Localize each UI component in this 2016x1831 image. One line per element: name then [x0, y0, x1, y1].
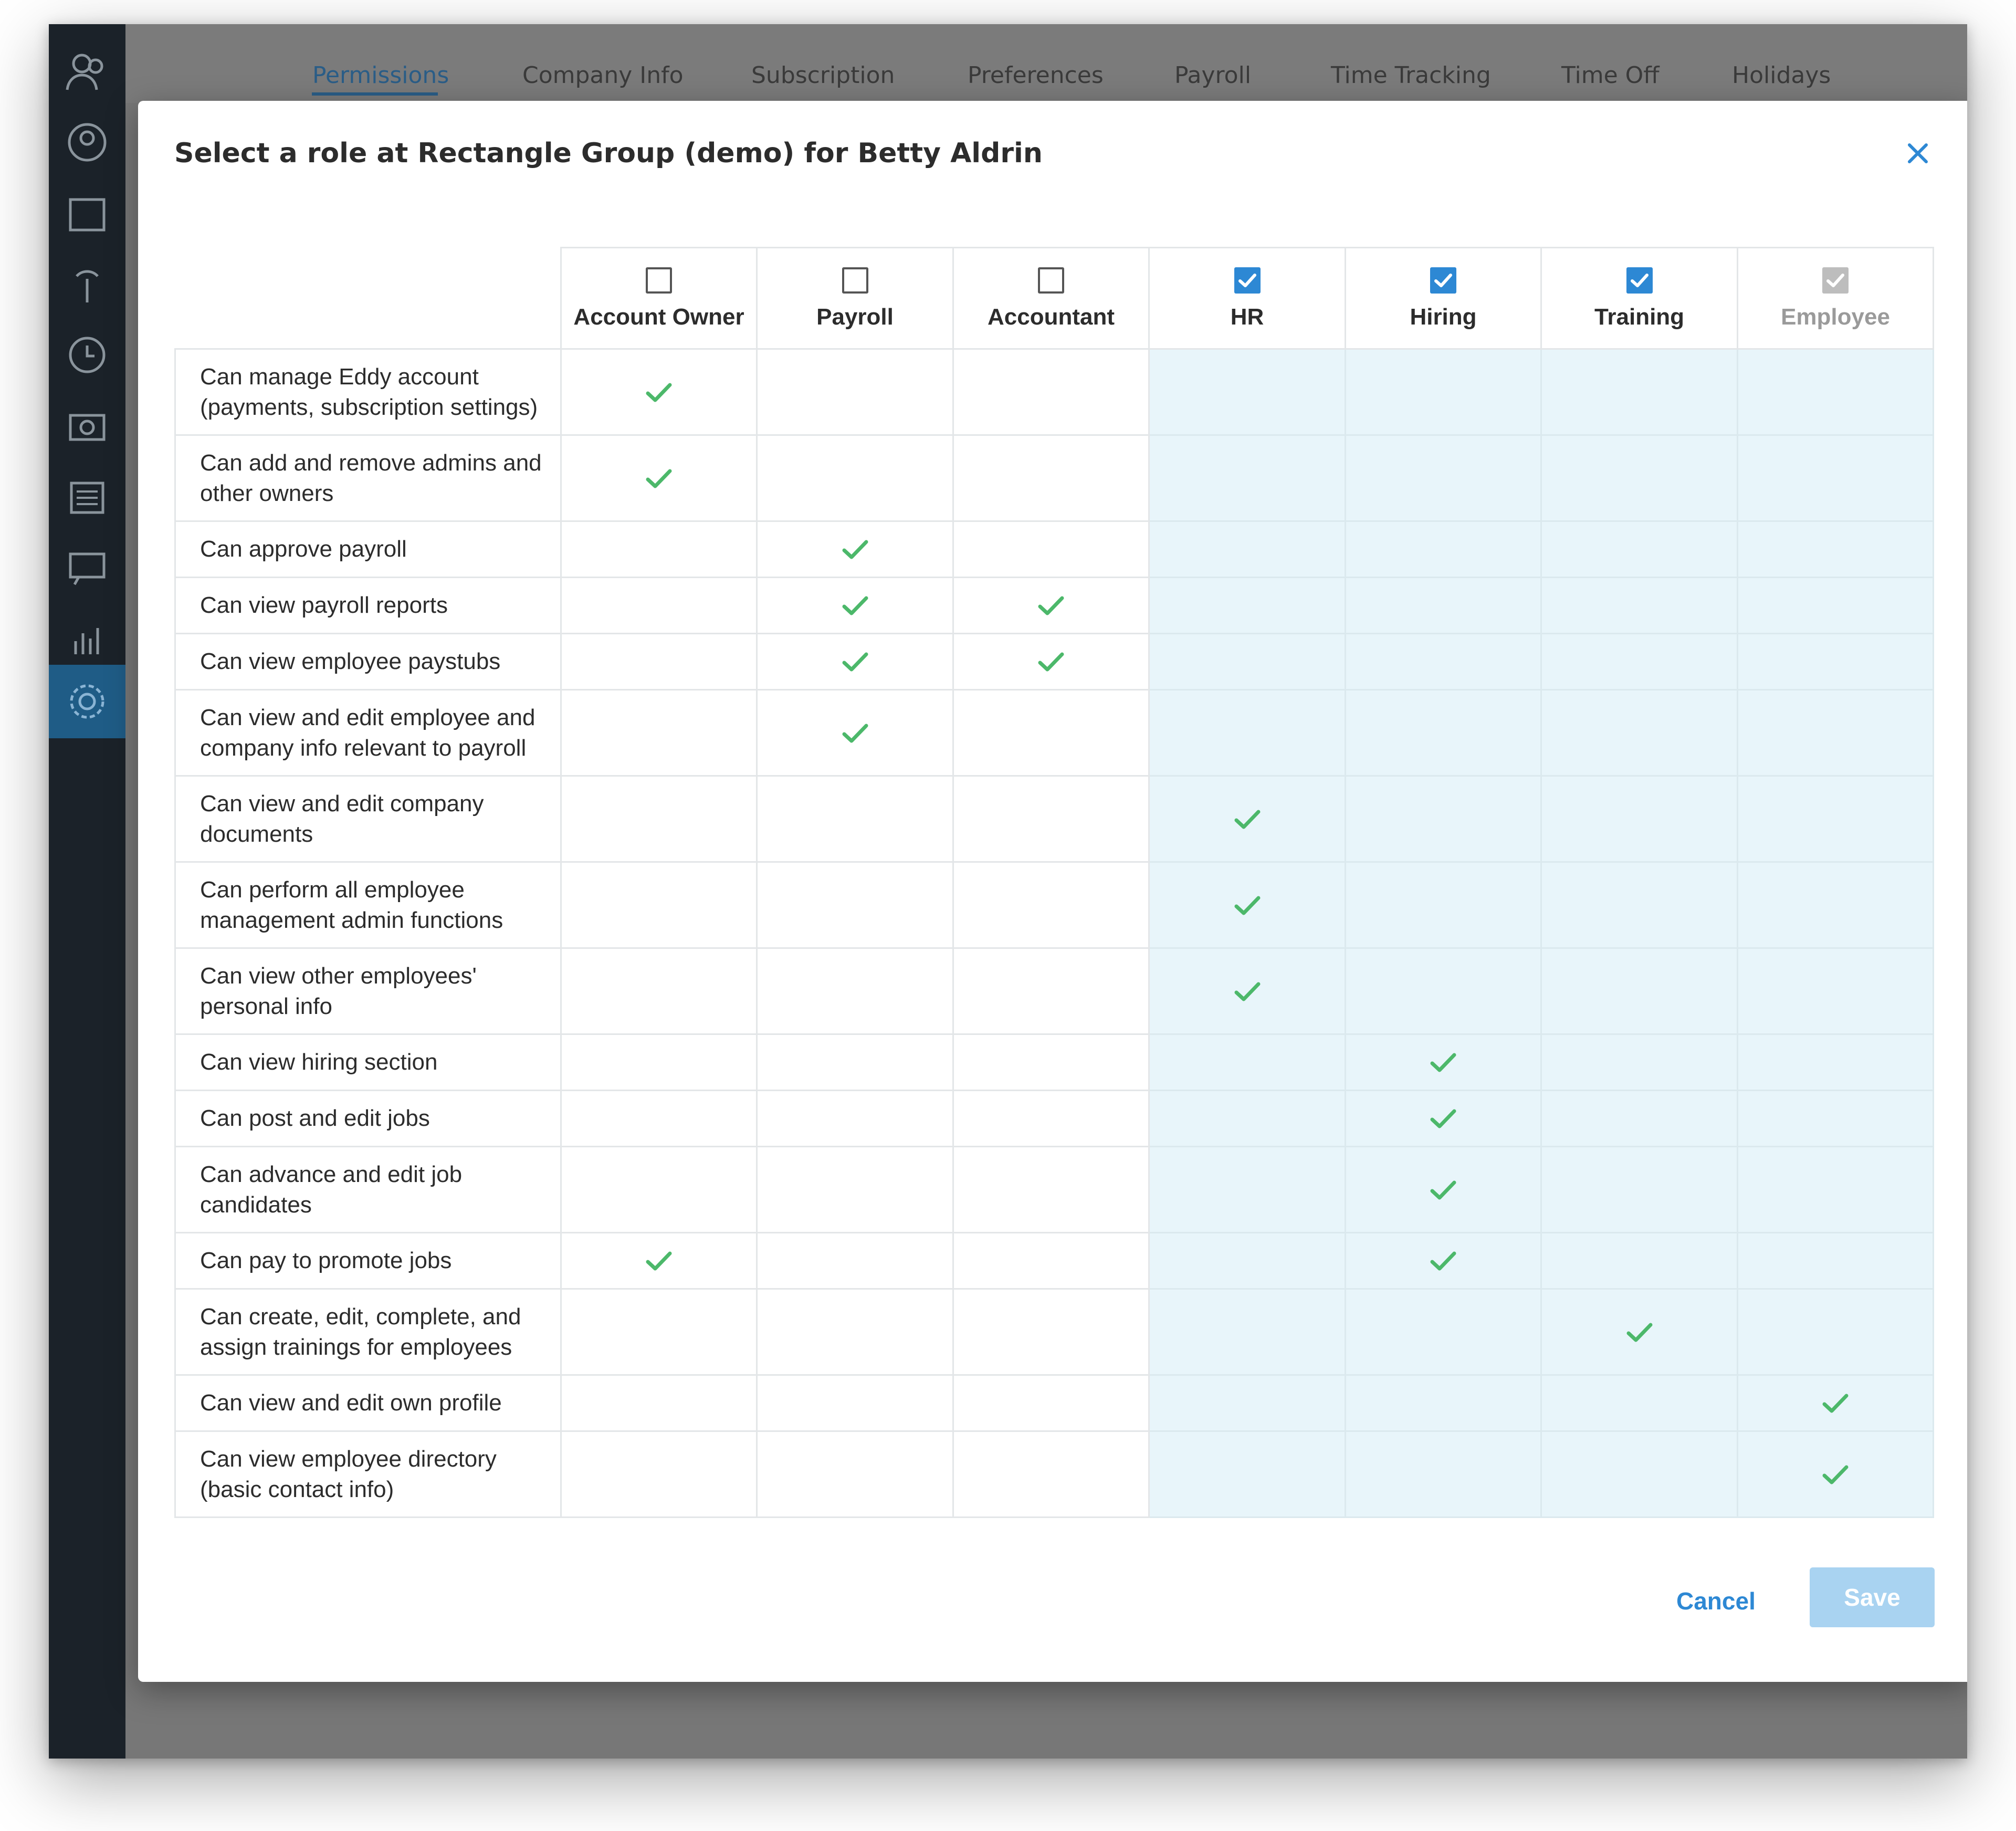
role-header-account-owner: [561, 248, 757, 349]
chat-icon[interactable]: [61, 541, 113, 594]
permission-cell-payroll: [757, 521, 953, 578]
role-select-modal: [138, 101, 1967, 1682]
permission-cell-accountant: [953, 690, 1149, 776]
permission-cell-employee: [1738, 1147, 1934, 1233]
permission-cell-hr: [1149, 1233, 1346, 1289]
permission-cell-hr: [1149, 578, 1346, 634]
table-row: [175, 349, 1934, 435]
permission-cell-hiring: [1346, 948, 1541, 1034]
permission-label: Can create, edit, complete, and assign trainings for employees: [175, 1289, 561, 1375]
role-checkbox-account-owner[interactable]: [646, 267, 672, 294]
role-header-hiring: [1346, 248, 1541, 349]
permission-cell-training: [1541, 690, 1738, 776]
permission-cell-account-owner: [561, 948, 757, 1034]
permission-cell-hiring: [1346, 1431, 1541, 1518]
role-header-payroll: [757, 248, 953, 349]
tab-payroll[interactable]: Payroll: [1174, 62, 1252, 89]
permission-cell-training: [1541, 634, 1738, 690]
table-row: [175, 1147, 1934, 1233]
permission-label: Can manage Eddy account (payments, subscription settings): [175, 349, 561, 435]
permission-label: Can view other employees' personal info: [175, 948, 561, 1034]
role-label: HR: [1230, 304, 1264, 330]
check-icon: [841, 538, 869, 561]
permission-cell-hr: [1149, 1091, 1346, 1147]
permission-cell-training: [1541, 1375, 1738, 1431]
save-button[interactable]: Save: [1810, 1567, 1935, 1627]
permission-cell-hr: [1149, 1431, 1346, 1518]
permission-cell-payroll: [757, 948, 953, 1034]
check-icon: [841, 721, 869, 745]
permission-cell-account-owner: [561, 349, 757, 435]
check-icon: [1429, 1107, 1457, 1130]
calendar-icon[interactable]: [61, 187, 113, 239]
permission-cell-training: [1541, 862, 1738, 948]
settings-tab-bar: [125, 24, 1967, 103]
permission-cell-account-owner: [561, 1091, 757, 1147]
permission-cell-training: [1541, 1147, 1738, 1233]
permission-label: Can view and edit employee and company info relevant to payroll: [175, 690, 561, 776]
permission-cell-training: [1541, 435, 1738, 521]
permissions-body: [175, 349, 1934, 1518]
permission-cell-payroll: [757, 1375, 953, 1431]
permission-cell-hr: [1149, 1289, 1346, 1375]
role-checkbox-hiring[interactable]: [1430, 267, 1456, 294]
role-checkbox-accountant[interactable]: [1038, 267, 1064, 294]
gear-icon[interactable]: [61, 675, 113, 728]
permission-cell-hiring: [1346, 1289, 1541, 1375]
tab-permissions[interactable]: Permissions: [312, 62, 449, 89]
permission-cell-payroll: [757, 776, 953, 862]
table-row: [175, 1091, 1934, 1147]
permission-cell-employee: [1738, 1091, 1934, 1147]
table-row: [175, 776, 1934, 862]
permission-cell-accountant: [953, 435, 1149, 521]
permission-label: Can approve payroll: [175, 521, 561, 578]
permission-cell-hiring: [1346, 435, 1541, 521]
permission-label: Can view hiring section: [175, 1034, 561, 1091]
permission-cell-training: [1541, 521, 1738, 578]
permission-cell-payroll: [757, 578, 953, 634]
permission-cell-hiring: [1346, 634, 1541, 690]
permission-cell-hiring: [1346, 776, 1541, 862]
permission-cell-hr: [1149, 521, 1346, 578]
permission-label: Can perform all employee management admin functions: [175, 862, 561, 948]
table-row: [175, 862, 1934, 948]
permission-cell-hr: [1149, 634, 1346, 690]
role-header-training: [1541, 248, 1738, 349]
role-header-row: [175, 248, 1934, 349]
permission-cell-hr: [1149, 948, 1346, 1034]
permission-cell-hr: [1149, 435, 1346, 521]
permission-cell-account-owner: [561, 776, 757, 862]
tab-time-off[interactable]: Time Off: [1561, 62, 1660, 89]
permission-cell-account-owner: [561, 690, 757, 776]
check-icon: [1037, 650, 1065, 673]
permission-cell-employee: [1738, 578, 1934, 634]
role-checkbox-training[interactable]: [1626, 267, 1653, 294]
modal-title: Select a role at Rectangle Group (demo) for Betty Aldrin: [174, 138, 1043, 169]
permission-cell-account-owner: [561, 435, 757, 521]
check-icon: [645, 467, 673, 490]
check-icon: [1429, 1051, 1457, 1074]
permission-cell-accountant: [953, 1233, 1149, 1289]
permission-cell-account-owner: [561, 521, 757, 578]
permission-cell-accountant: [953, 1431, 1149, 1518]
permission-cell-account-owner: [561, 1431, 757, 1518]
tab-time-tracking[interactable]: Time Tracking: [1331, 62, 1491, 89]
permission-cell-hr: [1149, 862, 1346, 948]
permission-cell-hiring: [1346, 521, 1541, 578]
permission-cell-employee: [1738, 349, 1934, 435]
table-row: [175, 1375, 1934, 1431]
table-row: [175, 435, 1934, 521]
role-header-employee: [1738, 248, 1934, 349]
permission-cell-payroll: [757, 634, 953, 690]
permission-cell-accountant: [953, 1147, 1149, 1233]
permission-cell-account-owner: [561, 578, 757, 634]
role-label: Account Owner: [573, 304, 744, 330]
permission-cell-accountant: [953, 578, 1149, 634]
permission-cell-accountant: [953, 776, 1149, 862]
permission-cell-account-owner: [561, 862, 757, 948]
permission-cell-hiring: [1346, 1147, 1541, 1233]
permission-label: Can post and edit jobs: [175, 1091, 561, 1147]
permission-cell-hiring: [1346, 1375, 1541, 1431]
permission-label: Can advance and edit job candidates: [175, 1147, 561, 1233]
close-icon[interactable]: [1902, 138, 1934, 169]
permission-cell-training: [1541, 1034, 1738, 1091]
tab-company-info[interactable]: Company Info: [522, 62, 684, 89]
check-icon: [1429, 1249, 1457, 1272]
check-icon: [1821, 1463, 1850, 1486]
permission-cell-training: [1541, 349, 1738, 435]
permission-label: Can view employee paystubs: [175, 634, 561, 690]
permission-cell-employee: [1738, 521, 1934, 578]
table-row: [175, 1289, 1934, 1375]
table-corner: [175, 248, 561, 349]
check-icon: [1037, 594, 1065, 617]
role-header-hr: [1149, 248, 1346, 349]
permission-cell-payroll: [757, 862, 953, 948]
permission-cell-payroll: [757, 1431, 953, 1518]
permission-label: Can view and edit own profile: [175, 1375, 561, 1431]
table-row: [175, 1233, 1934, 1289]
role-header-accountant: [953, 248, 1149, 349]
permission-cell-payroll: [757, 1233, 953, 1289]
permission-cell-training: [1541, 948, 1738, 1034]
permission-cell-payroll: [757, 1091, 953, 1147]
permission-cell-accountant: [953, 1034, 1149, 1091]
permission-cell-employee: [1738, 690, 1934, 776]
check-icon: [1429, 1178, 1457, 1201]
permission-cell-accountant: [953, 1091, 1149, 1147]
permission-cell-account-owner: [561, 1034, 757, 1091]
table-row: [175, 948, 1934, 1034]
check-icon: [841, 594, 869, 617]
permission-cell-employee: [1738, 1034, 1934, 1091]
role-checkbox-employee: [1822, 267, 1849, 294]
permission-cell-account-owner: [561, 1233, 757, 1289]
tab-holidays[interactable]: Holidays: [1732, 62, 1831, 89]
permission-cell-payroll: [757, 1289, 953, 1375]
permission-cell-employee: [1738, 948, 1934, 1034]
permission-cell-training: [1541, 1233, 1738, 1289]
permission-cell-payroll: [757, 690, 953, 776]
permission-cell-hiring: [1346, 1091, 1541, 1147]
permission-cell-employee: [1738, 1233, 1934, 1289]
permission-cell-hiring: [1346, 690, 1541, 776]
permission-cell-accountant: [953, 862, 1149, 948]
people-icon[interactable]: [61, 45, 113, 98]
active-tab-underline: [312, 92, 438, 96]
table-row: [175, 521, 1934, 578]
permission-label: Can add and remove admins and other owners: [175, 435, 561, 521]
role-label: Hiring: [1410, 304, 1477, 330]
role-checkbox-hr[interactable]: [1234, 267, 1261, 294]
permission-cell-accountant: [953, 349, 1149, 435]
permissions-table: [174, 247, 1934, 1518]
app-window: [49, 24, 1967, 1759]
clock-icon[interactable]: [61, 329, 113, 381]
role-label: Payroll: [816, 304, 894, 330]
check-icon: [645, 381, 673, 404]
role-label: Employee: [1781, 304, 1890, 330]
permission-label: Can view employee directory (basic contact info): [175, 1431, 561, 1518]
permission-cell-account-owner: [561, 1147, 757, 1233]
check-icon: [1625, 1321, 1654, 1344]
permission-cell-accountant: [953, 521, 1149, 578]
tab-preferences[interactable]: Preferences: [968, 62, 1104, 89]
permission-cell-employee: [1738, 1431, 1934, 1518]
role-label: Training: [1594, 304, 1685, 330]
bar-chart-icon[interactable]: [61, 612, 113, 665]
permission-label: Can view and edit company documents: [175, 776, 561, 862]
permission-cell-account-owner: [561, 1375, 757, 1431]
table-row: [175, 1431, 1934, 1518]
permission-cell-accountant: [953, 1289, 1149, 1375]
check-icon: [841, 650, 869, 673]
table-row: [175, 1034, 1934, 1091]
permission-cell-account-owner: [561, 1289, 757, 1375]
permission-cell-training: [1541, 1431, 1738, 1518]
table-row: [175, 690, 1934, 776]
permission-cell-account-owner: [561, 634, 757, 690]
permission-cell-hr: [1149, 1034, 1346, 1091]
permission-cell-employee: [1738, 435, 1934, 521]
camera-icon[interactable]: [61, 400, 113, 452]
permission-label: Can pay to promote jobs: [175, 1233, 561, 1289]
permission-cell-hiring: [1346, 349, 1541, 435]
permission-cell-training: [1541, 1091, 1738, 1147]
permission-label: Can view payroll reports: [175, 578, 561, 634]
permission-cell-employee: [1738, 862, 1934, 948]
user-circle-icon[interactable]: [61, 116, 113, 169]
news-icon[interactable]: [61, 470, 113, 523]
permission-cell-payroll: [757, 1034, 953, 1091]
permission-cell-accountant: [953, 634, 1149, 690]
permission-cell-hiring: [1346, 1233, 1541, 1289]
permission-cell-employee: [1738, 634, 1934, 690]
permission-cell-training: [1541, 578, 1738, 634]
check-icon: [1233, 808, 1262, 831]
role-label: Accountant: [988, 304, 1115, 330]
permission-cell-training: [1541, 776, 1738, 862]
role-checkbox-payroll[interactable]: [842, 267, 868, 294]
check-icon: [1821, 1391, 1850, 1415]
permission-cell-employee: [1738, 1289, 1934, 1375]
permission-cell-training: [1541, 1289, 1738, 1375]
permission-cell-payroll: [757, 435, 953, 521]
permission-cell-accountant: [953, 1375, 1149, 1431]
cancel-button[interactable]: Cancel: [1676, 1587, 1756, 1615]
permission-cell-hr: [1149, 349, 1346, 435]
check-icon: [1233, 980, 1262, 1003]
check-icon: [645, 1249, 673, 1272]
palm-tree-icon[interactable]: [61, 258, 113, 310]
check-icon: [1233, 894, 1262, 917]
permission-cell-hr: [1149, 1147, 1346, 1233]
permission-cell-accountant: [953, 948, 1149, 1034]
permission-cell-hiring: [1346, 578, 1541, 634]
permission-cell-hr: [1149, 1375, 1346, 1431]
permission-cell-payroll: [757, 1147, 953, 1233]
permission-cell-payroll: [757, 349, 953, 435]
permission-cell-hr: [1149, 690, 1346, 776]
table-row: [175, 634, 1934, 690]
permission-cell-hiring: [1346, 862, 1541, 948]
permission-cell-hr: [1149, 776, 1346, 862]
sidebar: [49, 24, 125, 1759]
permission-cell-employee: [1738, 1375, 1934, 1431]
tab-subscription[interactable]: Subscription: [751, 62, 895, 89]
table-row: [175, 578, 1934, 634]
permission-cell-hiring: [1346, 1034, 1541, 1091]
permission-cell-employee: [1738, 776, 1934, 862]
